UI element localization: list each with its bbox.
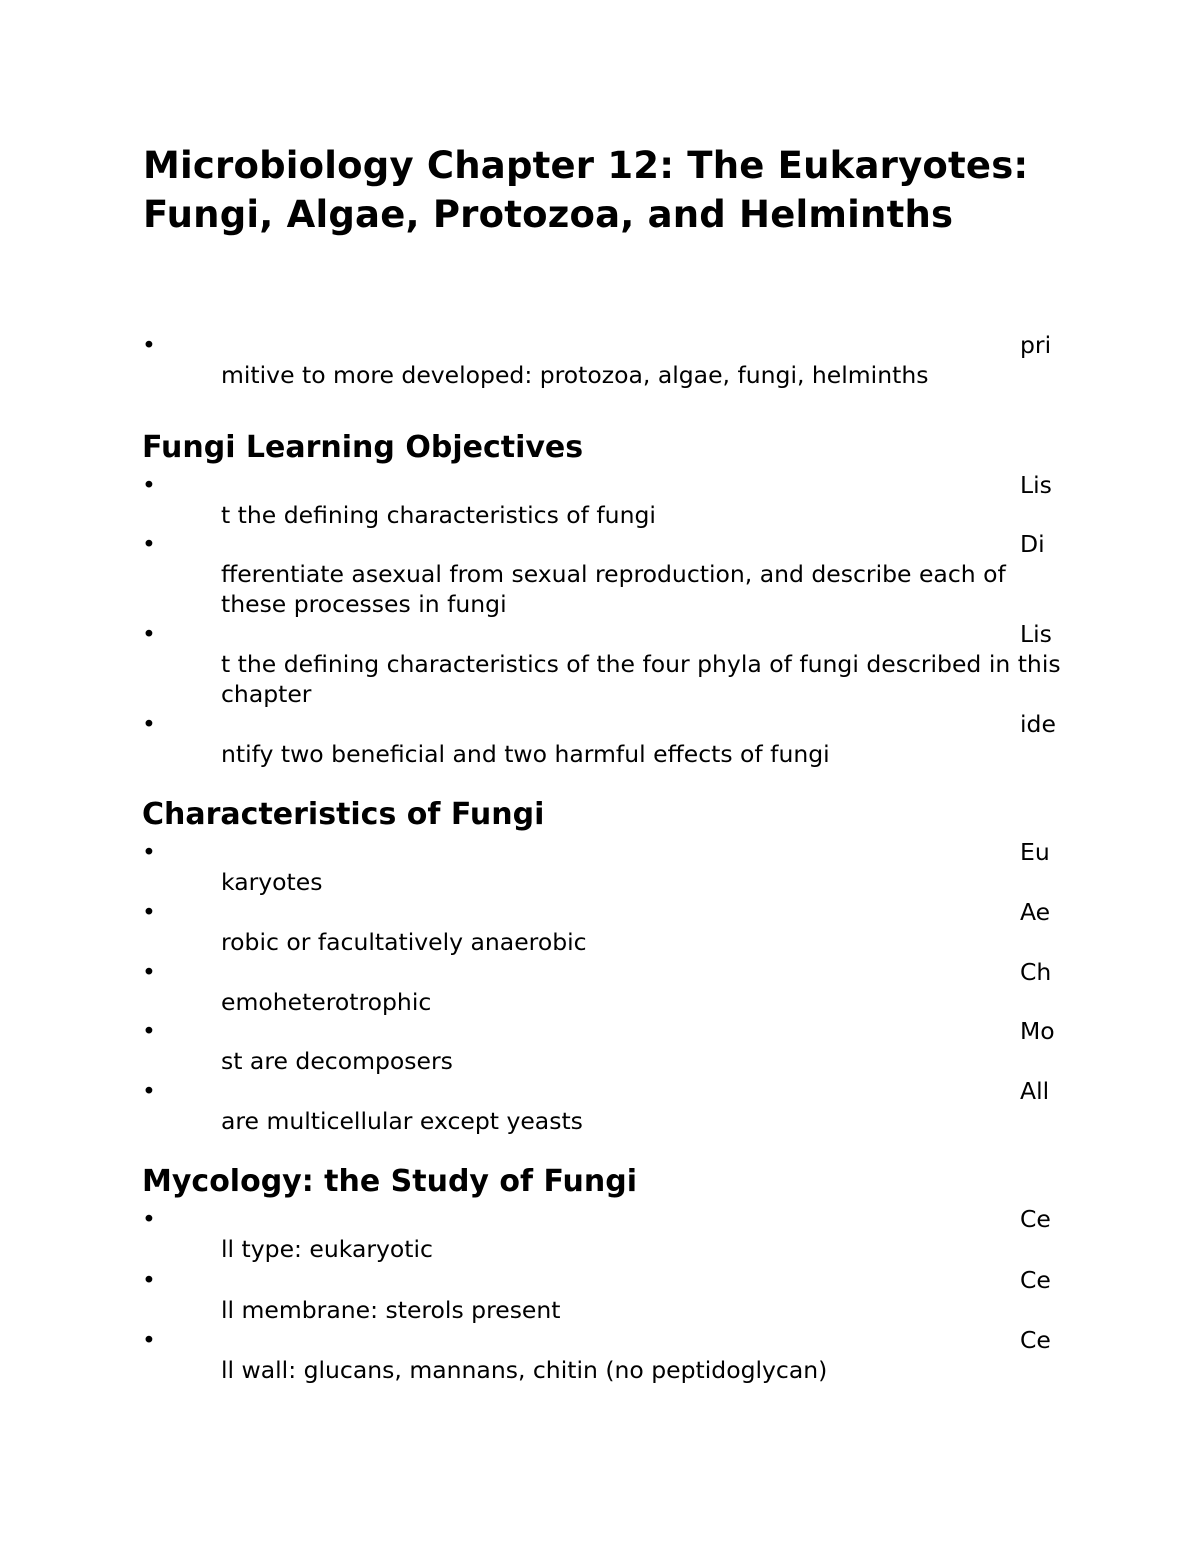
bullet: • [142,838,156,866]
bullet: • [142,1326,156,1354]
list-item [142,1076,1062,1136]
list-item [142,1265,1062,1325]
item-text: mitive to more developed: protozoa, algae, fungi, helminths [221,361,929,389]
list-item [142,1016,1062,1076]
item-fragment: ide [1020,710,1056,738]
item-fragment: Di [1020,530,1045,558]
list-item [142,709,1062,769]
list-item [142,1204,1062,1264]
item-fragment: Ch [1020,958,1052,986]
list-item [142,529,1062,619]
bullet: • [142,331,156,359]
bullet: • [142,471,156,499]
item-text: are multicellular except yeasts [221,1107,583,1135]
bullet: • [142,1266,156,1294]
list-item [142,897,1062,957]
item-fragment: Lis [1020,471,1052,499]
list-item [142,330,1062,390]
bullet: • [142,958,156,986]
item-text: fferentiate asexual from sexual reproduction, and describe each of these processes in fungi [221,560,1006,618]
bullet: • [142,620,156,648]
list-item [142,470,1062,530]
section-heading: Fungi Learning Objectives [142,430,584,465]
item-text: ntify two beneficial and two harmful effects of fungi [221,740,830,768]
list-item [142,837,1062,897]
item-fragment: Eu [1020,838,1050,866]
item-fragment: Mo [1020,1017,1055,1045]
item-text: ll membrane: sterols present [221,1296,561,1324]
bullet: • [142,710,156,738]
section-heading: Characteristics of Fungi [142,797,545,832]
bullet: • [142,1077,156,1105]
item-text: t the defining characteristics of fungi [221,501,656,529]
item-fragment: Ce [1020,1205,1051,1233]
item-text: t the defining characteristics of the four phyla of fungi described in this chapter [221,650,1061,708]
bullet: • [142,1017,156,1045]
item-text: ll wall: glucans, mannans, chitin (no peptidoglycan) [221,1356,828,1384]
list-item [142,957,1062,1017]
bullet: • [142,1205,156,1233]
item-text: karyotes [221,868,323,896]
item-fragment: Ce [1020,1326,1051,1354]
list-item [142,619,1062,709]
bullet: • [142,530,156,558]
item-text: st are decomposers [221,1047,453,1075]
item-text: emoheterotrophic [221,988,432,1016]
item-fragment: Ce [1020,1266,1051,1294]
item-fragment: Ae [1020,898,1051,926]
item-fragment: All [1020,1077,1050,1105]
list-item [142,1325,1062,1385]
item-fragment: pri [1020,331,1052,359]
item-text: ll type: eukaryotic [221,1235,433,1263]
document-title: Microbiology Chapter 12: The Eukaryotes: Fungi, Algae, Protozoa, and Helminths [143,144,1029,236]
item-fragment: Lis [1020,620,1052,648]
bullet: • [142,898,156,926]
item-text: robic or facultatively anaerobic [221,928,587,956]
section-heading: Mycology: the Study of Fungi [142,1164,638,1199]
